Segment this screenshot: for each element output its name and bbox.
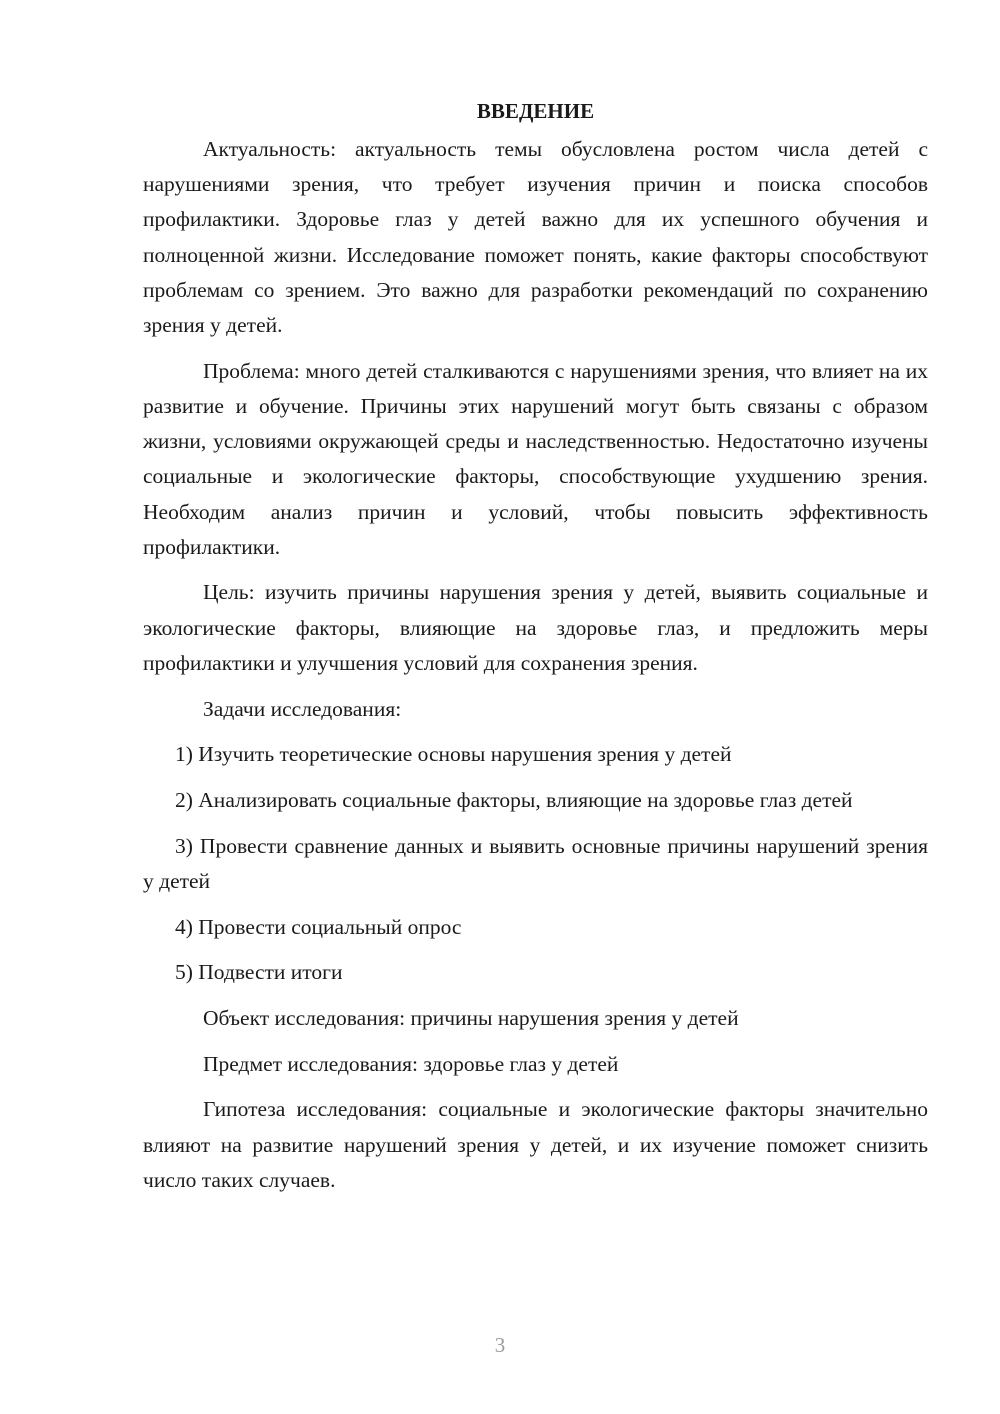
research-hypothesis: Гипотеза исследования: социальные и экологические факторы значительно влияют на развитие нарушений зрения у детей, и их изучение поможет снизить число таких случаев. [143, 1097, 928, 1192]
paragraph-relevance: Актуальность: актуальность темы обусловлена ростом числа детей с нарушениями зрения, что требует изучения причин и поиска способов профилактики. Здоровье глаз у детей важно для их успешного обучения и полноценной жизни. Исследование поможет понять, какие факторы способствуют проблемам со зрением. Это важно для разработки рекомендаций по сохранению зрения у детей. [143, 137, 928, 338]
task-item-1: 1) Изучить теоретические основы нарушения зрения у детей [175, 742, 732, 767]
task-item-5: 5) Подвести итоги [175, 960, 343, 985]
tasks-heading: Задачи исследования: [203, 696, 402, 721]
task-item-2: 2) Анализировать социальные факторы, влияющие на здоровье глаз детей [175, 787, 853, 812]
page-title: ВВЕДЕНИЕ [476, 99, 595, 123]
document-body [143, 96, 928, 1208]
task-item-3: 3) Провести сравнение данных и выявить основные причины нарушений зрения у детей [143, 833, 928, 893]
task-item-4: 4) Провести социальный опрос [175, 914, 462, 939]
page-number: 3 [494, 1333, 506, 1357]
research-object: Объект исследования: причины нарушения зрения у детей [203, 1005, 739, 1030]
research-subject: Предмет исследования: здоровье глаз у детей [203, 1051, 619, 1076]
paragraph-goal: Цель: изучить причины нарушения зрения у детей, выявить социальные и экологические факторы, влияющие на здоровье глаз, и предложить меры профилактики и улучшения условий для сохранения зрения. [143, 580, 928, 675]
paragraph-problem: Проблема: много детей сталкиваются с нарушениями зрения, что влияет на их развитие и обучение. Причины этих нарушений могут быть связаны с образом жизни, условиями окружающей среды и наследственностью. Недостаточно изучены социальные и экологические факторы, способствующие ухудшению зрения. Необходим анализ причин и условий, чтобы повысить эффективность профилактики. [143, 358, 928, 559]
